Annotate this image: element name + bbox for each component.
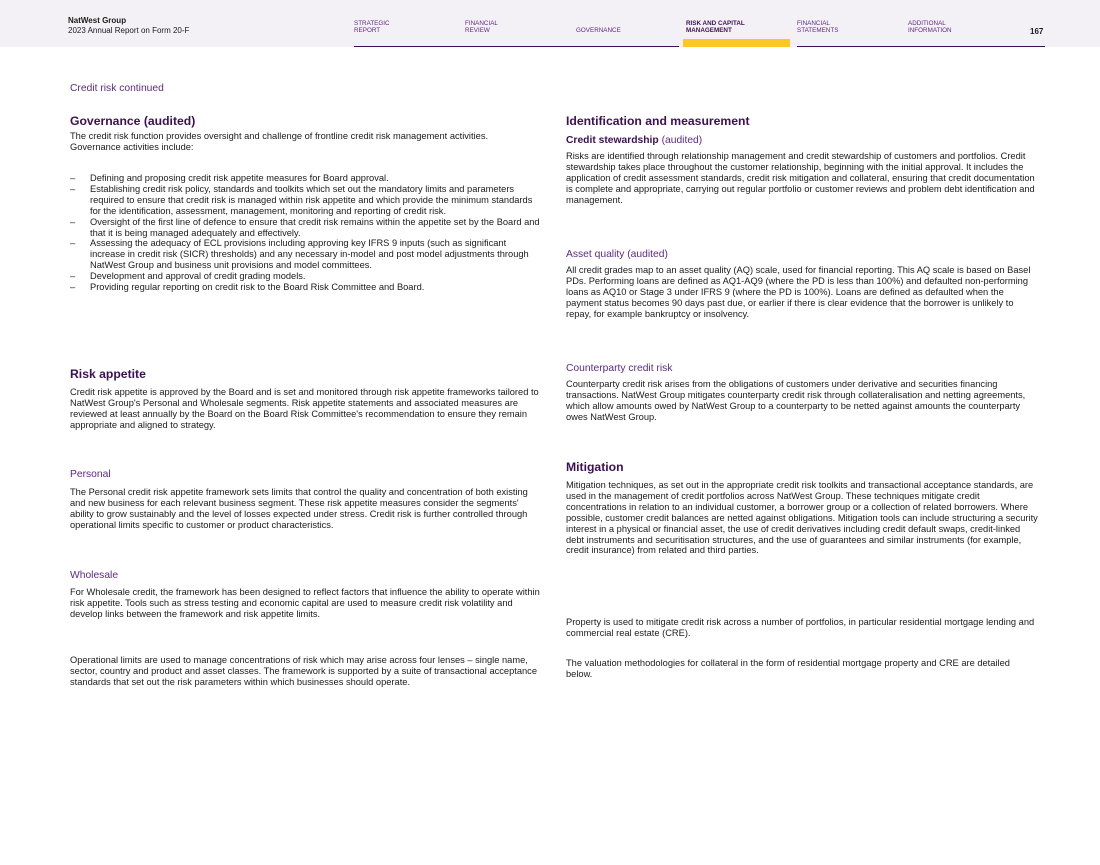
nav-label: REVIEW bbox=[465, 27, 490, 34]
report-subtitle: 2023 Annual Report on Form 20-F bbox=[68, 26, 190, 35]
nav-additional-information[interactable] bbox=[908, 20, 1008, 34]
nav-governance[interactable] bbox=[576, 27, 676, 34]
nav-label: INFORMATION bbox=[908, 27, 952, 34]
mitigation-property-text: Property is used to mitigate credit risk across a number of portfolios, in particular residential mortgage lending and commercial real estate (CRE). bbox=[566, 617, 1035, 638]
wholesale-text-operational: Operational limits are used to manage concentrations of risk which may arise across four lenses – single name, sector, country and product and asset classes. The framework is supported by a suite of transactional acceptance standards that set out the risk parameters within which businesses should operate. bbox=[70, 655, 537, 687]
list-item: – Development and approval of credit grading models. bbox=[70, 271, 306, 282]
risk-appetite-heading: Risk appetite bbox=[70, 367, 146, 381]
list-item: – Oversight of the first line of defence to ensure that credit risk remains within the appetite set by the Board and that it is being managed adequately and effectively. bbox=[70, 216, 540, 238]
nav-financial-review[interactable] bbox=[465, 20, 565, 34]
wholesale-heading: Wholesale bbox=[70, 570, 119, 581]
credit-stewardship-text: Risks are identified through relationship management and credit stewardship of customers and portfolios. Credit stewardship takes place throughout the customer relationship, beginning with the initial approval. It includes the application of credit assessment standards, credit risk mitigation and collateral, ensuring that credit documentation is complete and appropriate, carrying out regular portfolio or customer reviews and problem debt identification and management. bbox=[566, 151, 1035, 205]
credit-stewardship-title: Credit stewardship bbox=[566, 135, 659, 146]
page-number: 167 bbox=[1030, 27, 1044, 36]
nav-label: ADDITIONAL bbox=[908, 20, 946, 27]
nav-label: STATEMENTS bbox=[797, 27, 839, 34]
counterparty-heading: Counterparty credit risk bbox=[566, 363, 673, 374]
credit-stewardship-heading bbox=[566, 134, 702, 147]
mitigation-heading: Mitigation bbox=[566, 460, 624, 474]
nav-underline bbox=[797, 46, 1045, 47]
list-item: – Assessing the adequacy of ECL provisions including approving key IFRS 9 inputs (such as significant increase in credit risk (SICR) thresholds) and any necessary in-model and post model adjustments through NatWest Group and business unit provisions and model committees. bbox=[70, 238, 529, 271]
nav-label: MANAGEMENT bbox=[686, 27, 732, 34]
nav-label: STRATEGIC bbox=[354, 20, 390, 27]
personal-text: The Personal credit risk appetite framework sets limits that control the quality and concentration of both existing and new business for each relevant business segment. These risk appetite measures consider the segments' ability to grow sustainably and the level of losses expected under stress. Credit risk is further controlled through operational limits specific to customer or product characteristics. bbox=[70, 487, 528, 530]
brand-block bbox=[68, 16, 189, 36]
personal-heading: Personal bbox=[70, 469, 111, 480]
governance-list bbox=[70, 173, 540, 293]
nav-label: REPORT bbox=[354, 27, 381, 34]
identification-heading: Identification and measurement bbox=[566, 114, 750, 128]
mitigation-valuation-text: The valuation methodologies for collateral in the form of residential mortgage property and CRE are detailed below. bbox=[566, 658, 1010, 679]
nav-financial-statements[interactable] bbox=[797, 20, 897, 34]
counterparty-text: Counterparty credit risk arises from the obligations of customers under derivative and securities financing transactions. NatWest Group mitigates counterparty credit risk through collateralisation and netting agreements, which allow amounts owed by NatWest Group to a counterparty to be netted against amounts the counterparty owes NatWest Group. bbox=[566, 379, 1026, 422]
nav-label: FINANCIAL bbox=[465, 20, 498, 27]
nav-underline bbox=[354, 46, 679, 47]
active-section-indicator bbox=[683, 39, 790, 47]
mitigation-text: Mitigation techniques, as set out in the appropriate credit risk toolkits and transactional acceptance standards, are used in the management of credit portfolios across NatWest Group. These techniques mitigate credit concentrations in relation to an individual customer, a borrower group or a collection of related borrowers. Where possible, customer credit balances are netted against obligations. Mitigation tools can include structuring a security interest in a physical or financial asset, the use of credit derivatives including credit default swaps, credit-linked debt instruments and securitisation structures, and the use of guarantees and similar instruments (for example, credit insurance) from related and third parties. bbox=[566, 480, 1038, 556]
governance-heading: Governance (audited) bbox=[70, 114, 196, 128]
nav-label: GOVERNANCE bbox=[576, 27, 621, 34]
list-item: – Providing regular reporting on credit risk to the Board Risk Committee and Board. bbox=[70, 282, 425, 293]
nav-risk-capital-management[interactable] bbox=[686, 20, 786, 34]
audited-tag: (audited) bbox=[661, 135, 703, 146]
list-item: – Defining and proposing credit risk appetite measures for Board approval. bbox=[70, 173, 389, 183]
nav-strategic-report[interactable] bbox=[354, 20, 454, 34]
section-continued-label: Credit risk continued bbox=[70, 83, 164, 94]
asset-quality-text: All credit grades map to an asset quality (AQ) scale, used for financial reporting. This AQ scale is based on Basel PDs. Performing loans are defined as AQ1-AQ9 (where the PD is less than 100%) and defaulted non-performing loans as AQ10 or Stage 3 under IFRS 9 (where the PD is 100%). Loans are defined as defaulted when the payment status becomes 90 days past due, or earlier if there is clear evidence that the borrower is unlikely to repay, for example bankruptcy or insolvency. bbox=[566, 265, 1031, 319]
list-item: – Establishing credit risk policy, standards and toolkits which set out the mandatory limits and parameters required to ensure that credit risk is managed within risk appetite and which provide the minimum standards for the identification, assessment, management, monitoring and reporting of credit risk. bbox=[70, 183, 533, 216]
nav-label: RISK AND CAPITAL bbox=[686, 20, 745, 27]
risk-appetite-text: Credit risk appetite is approved by the Board and is set and monitored through risk appetite frameworks tailored to NatWest Group's Personal and Wholesale segments. Risk appetite statements and associated measures are reviewed at least annually by the Board on the Board Risk Committee's recommendation to ensure they remain appropriate and aligned to strategy. bbox=[70, 387, 539, 430]
wholesale-text: For Wholesale credit, the framework has been designed to reflect factors that influence the ability to operate within risk appetite. Tools such as stress testing and economic capital are used to measure credit risk volatility and develop links between the framework and risk appetite limits. bbox=[70, 587, 540, 619]
asset-quality-heading: Asset quality (audited) bbox=[566, 249, 668, 260]
nav-label: FINANCIAL bbox=[797, 20, 830, 27]
governance-intro: The credit risk function provides oversight and challenge of frontline credit risk management activities. Governance activities include: bbox=[70, 131, 489, 152]
brand-name: NatWest Group bbox=[68, 16, 127, 25]
